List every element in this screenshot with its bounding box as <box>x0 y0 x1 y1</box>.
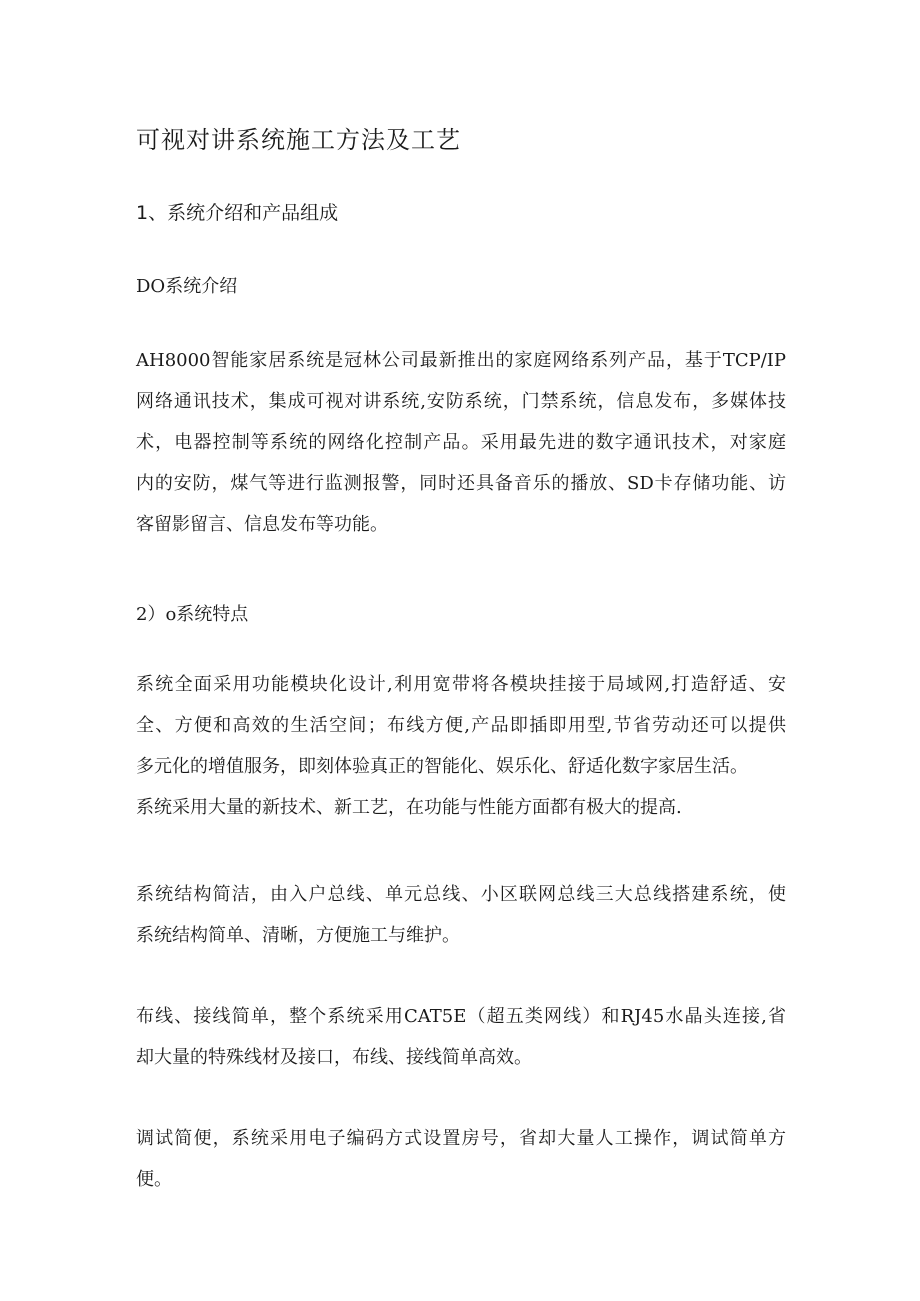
section-heading-intro: 1、系统介绍和产品组成 <box>136 202 339 224</box>
paragraph-wiring <box>136 996 786 1078</box>
paragraph-line: 术，电器控制等系统的网络化控制产品。采用最先进的数字通讯技术，对家庭 <box>136 432 786 453</box>
paragraph-line: 便。 <box>136 1169 172 1190</box>
paragraph-line: 全、方便和高效的生活空间；布线方便,产品即插即用型,节省劳动还可以提供 <box>136 715 786 736</box>
paragraph-line: 系统采用大量的新技术、新工艺，在功能与性能方面都有极大的提高. <box>136 797 682 818</box>
paragraph-line: 系统全面采用功能模块化设计,利用宽带将各模块挂接于局域网,打造舒适、安 <box>136 674 786 695</box>
paragraph-features <box>136 664 786 828</box>
paragraph-line: AH8000智能家居系统是冠林公司最新推出的家庭网络系列产品，基于TCP/IP <box>136 350 786 371</box>
paragraph-line: 系统结构简单、清晰，方便施工与维护。 <box>136 925 460 946</box>
paragraph-line: 网络通讯技术，集成可视对讲系统,安防系统，门禁系统，信息发布，多媒体技 <box>136 391 786 412</box>
paragraph-line: 多元化的增值服务，即刻体验真正的智能化、娱乐化、舒适化数字家居生活。 <box>136 756 748 777</box>
paragraph-line: 客留影留言、信息发布等功能。 <box>136 514 388 535</box>
paragraph-line: 布线、接线简单，整个系统采用CAT5E（超五类网线）和RJ45水晶头连接,省 <box>136 1006 786 1027</box>
paragraph-line: 调试简便，系统采用电子编码方式设置房号，省却大量人工操作，调试简单方 <box>136 1128 786 1149</box>
document-title: 可视对讲系统施工方法及工艺 <box>136 126 461 154</box>
paragraph-debugging <box>136 1118 786 1200</box>
paragraph-line: 内的安防，煤气等进行监测报警，同时还具备音乐的播放、SD卡存储功能、访 <box>136 473 786 494</box>
paragraph-system-intro <box>136 340 786 545</box>
subsection-heading-features: 2）o系统特点 <box>136 604 249 625</box>
paragraph-structure <box>136 874 786 956</box>
paragraph-line: 却大量的特殊线材及接口，布线、接线简单高效。 <box>136 1047 532 1068</box>
subsection-heading-system-intro: DO系统介绍 <box>136 276 238 297</box>
paragraph-line: 系统结构简洁，由入户总线、单元总线、小区联网总线三大总线搭建系统，使 <box>136 884 786 905</box>
